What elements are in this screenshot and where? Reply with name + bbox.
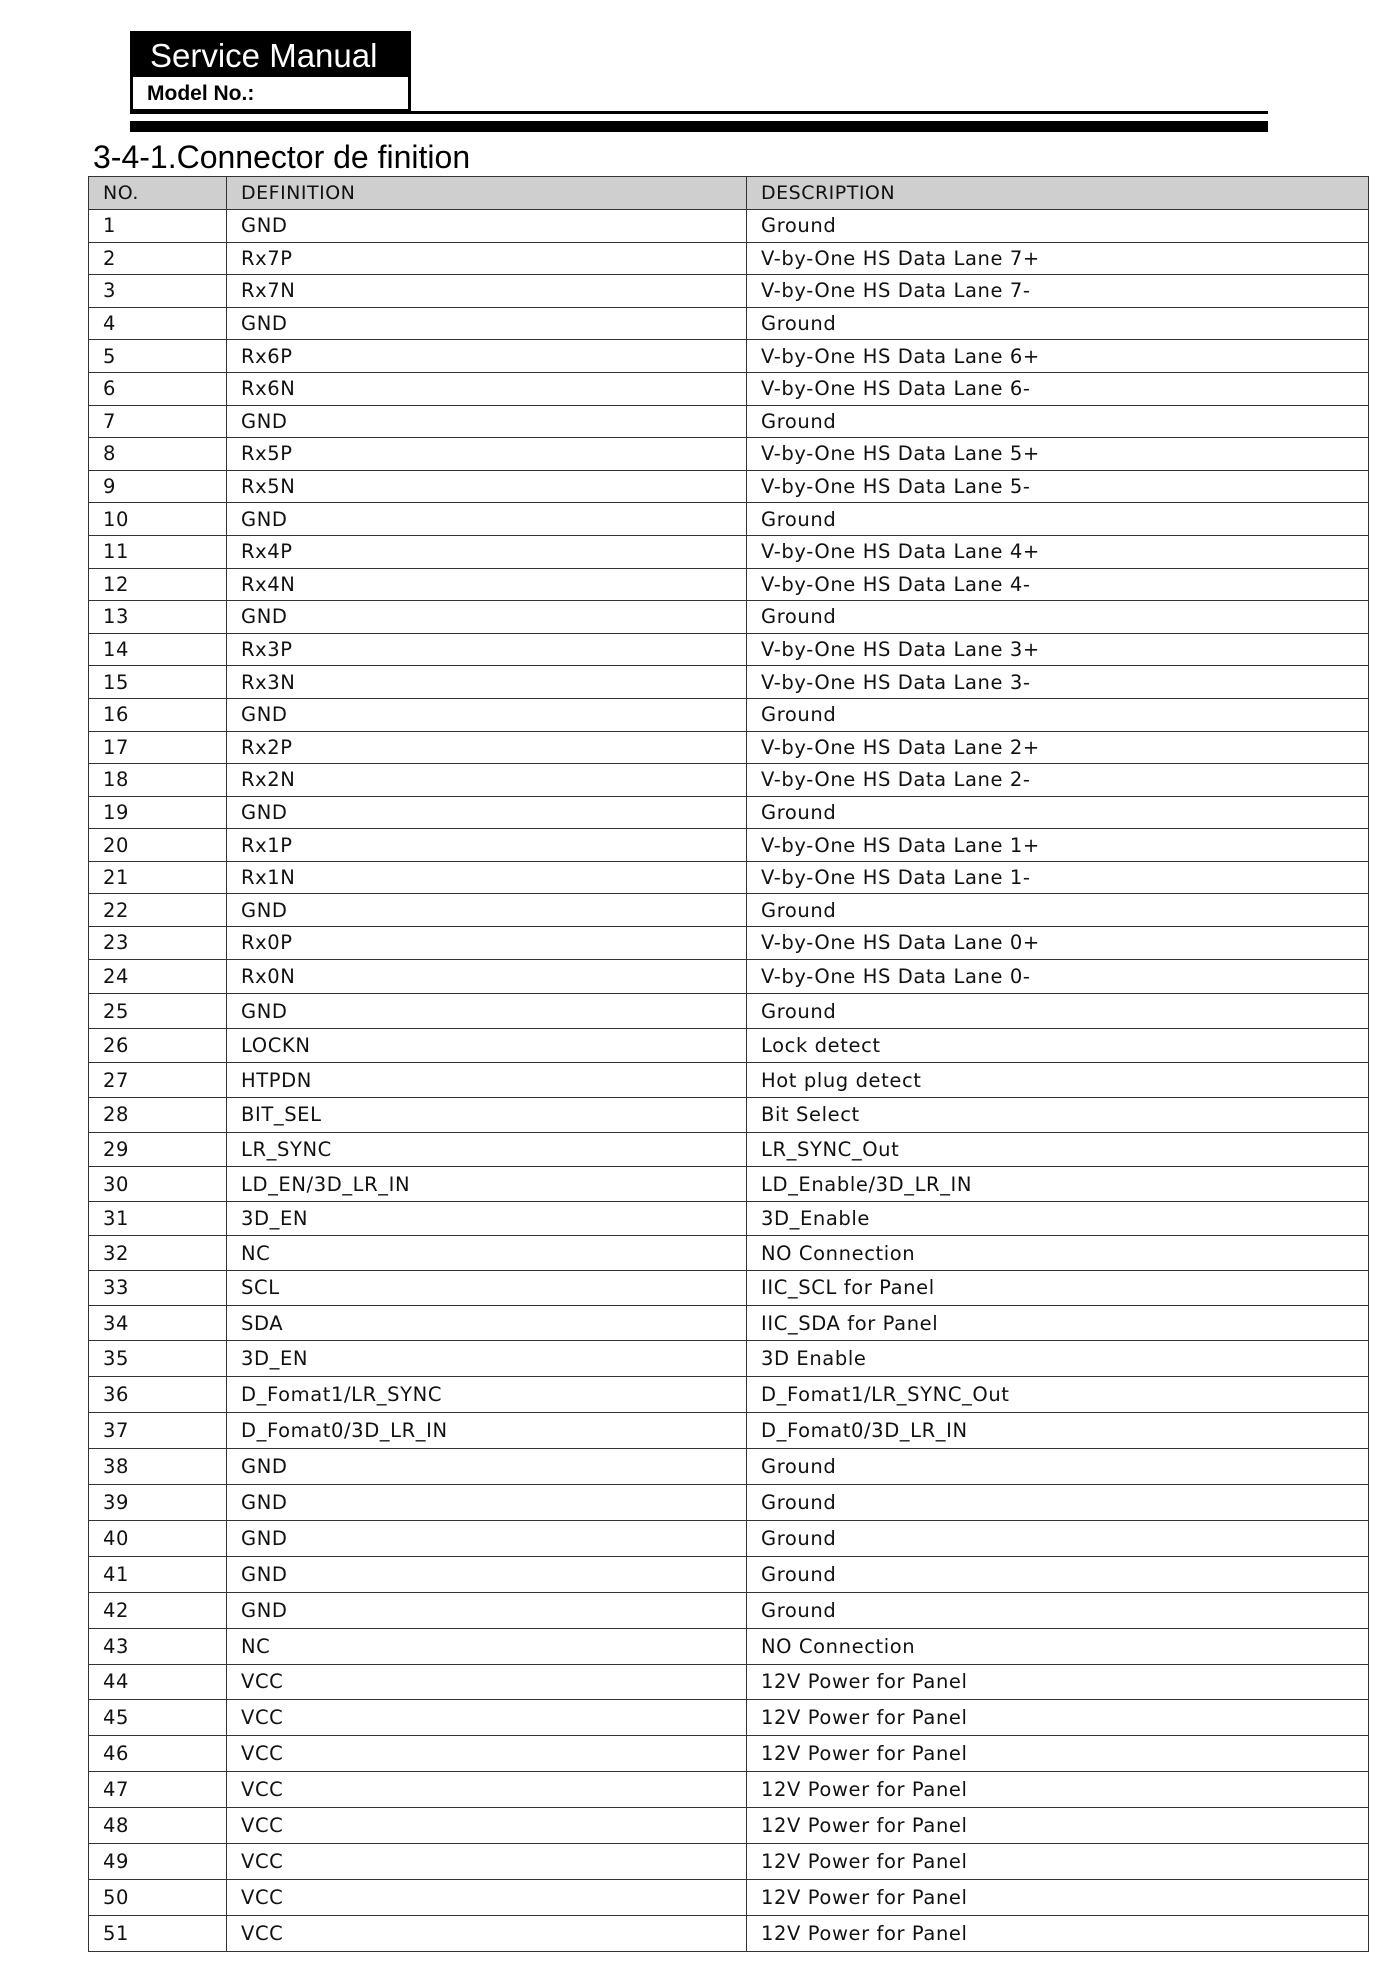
pin-description-cell: V-by-One HS Data Lane 2- <box>747 764 1369 797</box>
pin-number-cell: 50 <box>89 1879 227 1915</box>
pin-definition-cell: Rx0P <box>227 927 747 960</box>
table-row <box>89 1879 1369 1915</box>
table-row <box>89 959 1369 994</box>
pin-definition-cell: GND <box>227 894 747 927</box>
pin-number-cell: 16 <box>89 698 227 731</box>
pin-definition-cell: Rx6P <box>227 340 747 373</box>
pin-description-cell: V-by-One HS Data Lane 1- <box>747 861 1369 894</box>
pin-number-cell: 4 <box>89 307 227 340</box>
pin-number-cell: 21 <box>89 861 227 894</box>
table-row <box>89 1736 1369 1772</box>
pin-number-cell: 8 <box>89 438 227 471</box>
pin-number-cell: 49 <box>89 1843 227 1879</box>
pin-number-cell: 12 <box>89 568 227 601</box>
pin-definition-cell: Rx2N <box>227 764 747 797</box>
pin-number-cell: 44 <box>89 1664 227 1700</box>
pin-definition-cell: SDA <box>227 1305 747 1341</box>
pin-description-cell: V-by-One HS Data Lane 3+ <box>747 633 1369 666</box>
header-box <box>130 31 411 111</box>
table-row <box>89 1028 1369 1063</box>
pin-number-cell: 37 <box>89 1413 227 1449</box>
table-row <box>89 1063 1369 1098</box>
pin-number-cell: 22 <box>89 894 227 927</box>
pin-definition-cell: VCC <box>227 1700 747 1736</box>
pin-number-cell: 27 <box>89 1063 227 1098</box>
table-row <box>89 1132 1369 1167</box>
pin-number-cell: 13 <box>89 601 227 634</box>
table-row <box>89 1271 1369 1306</box>
pin-description-cell: IIC_SCL for Panel <box>747 1271 1369 1306</box>
pin-definition-cell: Rx7P <box>227 242 747 275</box>
pin-description-cell: Bit Select <box>747 1098 1369 1133</box>
pin-description-cell: Ground <box>747 1485 1369 1521</box>
table-row <box>89 275 1369 308</box>
pin-description-cell: V-by-One HS Data Lane 0- <box>747 959 1369 994</box>
table-row <box>89 1341 1369 1377</box>
pin-definition-cell: SCL <box>227 1271 747 1306</box>
pin-definition-cell: Rx7N <box>227 275 747 308</box>
pin-definition-cell: D_Fomat0/3D_LR_IN <box>227 1413 747 1449</box>
pin-description-cell: IIC_SDA for Panel <box>747 1305 1369 1341</box>
pin-definition-cell: VCC <box>227 1772 747 1808</box>
table-row <box>89 405 1369 438</box>
pin-definition-cell: GND <box>227 1592 747 1628</box>
pin-definition-cell: LD_EN/3D_LR_IN <box>227 1167 747 1202</box>
pin-number-cell: 5 <box>89 340 227 373</box>
pin-number-cell: 33 <box>89 1271 227 1306</box>
table-row <box>89 1772 1369 1808</box>
pin-number-cell: 10 <box>89 503 227 536</box>
pin-description-cell: 12V Power for Panel <box>747 1843 1369 1879</box>
pin-number-cell: 7 <box>89 405 227 438</box>
pin-number-cell: 25 <box>89 994 227 1029</box>
header-rule-thin <box>130 111 1268 114</box>
pin-definition-cell: Rx3N <box>227 666 747 699</box>
pin-description-cell: LR_SYNC_Out <box>747 1132 1369 1167</box>
table-body <box>89 210 1369 1952</box>
table-row <box>89 470 1369 503</box>
pin-description-cell: V-by-One HS Data Lane 4+ <box>747 535 1369 568</box>
pin-definition-cell: NC <box>227 1628 747 1664</box>
pin-number-cell: 39 <box>89 1485 227 1521</box>
model-number-label: Model No.: <box>133 77 408 109</box>
pin-description-cell: V-by-One HS Data Lane 3- <box>747 666 1369 699</box>
pin-definition-cell: GND <box>227 307 747 340</box>
manual-title: Service Manual <box>133 34 408 77</box>
pin-description-cell: Ground <box>747 307 1369 340</box>
pin-number-cell: 2 <box>89 242 227 275</box>
pin-description-cell: Ground <box>747 698 1369 731</box>
table-row <box>89 666 1369 699</box>
table-row <box>89 894 1369 927</box>
pin-description-cell: 3D_Enable <box>747 1201 1369 1236</box>
pin-number-cell: 9 <box>89 470 227 503</box>
pin-description-cell: D_Fomat1/LR_SYNC_Out <box>747 1377 1369 1413</box>
pin-definition-cell: 3D_EN <box>227 1201 747 1236</box>
table-row <box>89 1201 1369 1236</box>
pin-definition-cell: GND <box>227 1485 747 1521</box>
pin-description-cell: NO Connection <box>747 1628 1369 1664</box>
pin-number-cell: 17 <box>89 731 227 764</box>
pin-number-cell: 32 <box>89 1236 227 1271</box>
table-row <box>89 503 1369 536</box>
pin-number-cell: 15 <box>89 666 227 699</box>
pin-definition-cell: Rx6N <box>227 372 747 405</box>
pin-definition-cell: VCC <box>227 1843 747 1879</box>
pin-description-cell: Ground <box>747 405 1369 438</box>
pin-number-cell: 19 <box>89 796 227 829</box>
table-row <box>89 796 1369 829</box>
pin-number-cell: 30 <box>89 1167 227 1202</box>
table-row <box>89 535 1369 568</box>
pin-number-cell: 14 <box>89 633 227 666</box>
pin-description-cell: Ground <box>747 796 1369 829</box>
pin-number-cell: 20 <box>89 829 227 862</box>
table-row <box>89 1808 1369 1844</box>
pin-description-cell: Ground <box>747 1520 1369 1556</box>
pin-number-cell: 34 <box>89 1305 227 1341</box>
pin-definition-cell: Rx5P <box>227 438 747 471</box>
pin-description-cell: NO Connection <box>747 1236 1369 1271</box>
table-row <box>89 764 1369 797</box>
pin-description-cell: V-by-One HS Data Lane 2+ <box>747 731 1369 764</box>
pin-description-cell: Ground <box>747 210 1369 243</box>
pin-description-cell: V-by-One HS Data Lane 0+ <box>747 927 1369 960</box>
pin-number-cell: 28 <box>89 1098 227 1133</box>
pin-description-cell: 12V Power for Panel <box>747 1700 1369 1736</box>
pin-description-cell: LD_Enable/3D_LR_IN <box>747 1167 1369 1202</box>
pin-definition-cell: D_Fomat1/LR_SYNC <box>227 1377 747 1413</box>
table-row <box>89 1449 1369 1485</box>
pin-number-cell: 36 <box>89 1377 227 1413</box>
pin-number-cell: 45 <box>89 1700 227 1736</box>
table-row <box>89 340 1369 373</box>
pin-description-cell: Hot plug detect <box>747 1063 1369 1098</box>
pin-description-cell: Ground <box>747 994 1369 1029</box>
pin-definition-cell: 3D_EN <box>227 1341 747 1377</box>
pin-definition-cell: GND <box>227 601 747 634</box>
pin-description-cell: 12V Power for Panel <box>747 1808 1369 1844</box>
table-row <box>89 1413 1369 1449</box>
pin-definition-cell: GND <box>227 1449 747 1485</box>
pin-definition-cell: Rx1P <box>227 829 747 862</box>
pin-description-cell: Ground <box>747 1556 1369 1592</box>
pin-number-cell: 35 <box>89 1341 227 1377</box>
pin-definition-cell: VCC <box>227 1915 747 1951</box>
pin-definition-cell: Rx3P <box>227 633 747 666</box>
pin-description-cell: Ground <box>747 503 1369 536</box>
pin-description-cell: V-by-One HS Data Lane 6- <box>747 372 1369 405</box>
pin-definition-cell: GND <box>227 503 747 536</box>
pin-number-cell: 31 <box>89 1201 227 1236</box>
pin-number-cell: 42 <box>89 1592 227 1628</box>
column-header-definition: DEFINITION <box>227 177 747 210</box>
table-row <box>89 1592 1369 1628</box>
pin-description-cell: V-by-One HS Data Lane 5- <box>747 470 1369 503</box>
table-row <box>89 698 1369 731</box>
table-row <box>89 994 1369 1029</box>
pin-definition-cell: VCC <box>227 1808 747 1844</box>
pin-definition-cell: HTPDN <box>227 1063 747 1098</box>
table-row <box>89 1700 1369 1736</box>
pin-number-cell: 26 <box>89 1028 227 1063</box>
pin-number-cell: 46 <box>89 1736 227 1772</box>
table-row <box>89 1377 1369 1413</box>
table-row <box>89 1098 1369 1133</box>
pin-number-cell: 3 <box>89 275 227 308</box>
table-row <box>89 210 1369 243</box>
pin-definition-cell: GND <box>227 698 747 731</box>
pin-description-cell: V-by-One HS Data Lane 7- <box>747 275 1369 308</box>
pin-number-cell: 29 <box>89 1132 227 1167</box>
table-row <box>89 1305 1369 1341</box>
pin-definition-cell: Rx5N <box>227 470 747 503</box>
pin-definition-cell: LR_SYNC <box>227 1132 747 1167</box>
pin-description-cell: 12V Power for Panel <box>747 1879 1369 1915</box>
pin-definition-cell: NC <box>227 1236 747 1271</box>
pin-description-cell: V-by-One HS Data Lane 6+ <box>747 340 1369 373</box>
pin-definition-cell: Rx1N <box>227 861 747 894</box>
pin-definition-cell: VCC <box>227 1879 747 1915</box>
table-row <box>89 1236 1369 1271</box>
table-row <box>89 1843 1369 1879</box>
pin-definition-cell: GND <box>227 1520 747 1556</box>
pin-description-cell: V-by-One HS Data Lane 5+ <box>747 438 1369 471</box>
pin-number-cell: 41 <box>89 1556 227 1592</box>
pin-number-cell: 51 <box>89 1915 227 1951</box>
pin-description-cell: V-by-One HS Data Lane 7+ <box>747 242 1369 275</box>
table-row <box>89 1167 1369 1202</box>
pin-definition-cell: GND <box>227 1556 747 1592</box>
column-header-no: NO. <box>89 177 227 210</box>
table-row <box>89 1556 1369 1592</box>
table-row <box>89 927 1369 960</box>
pin-description-cell: Ground <box>747 1592 1369 1628</box>
pin-description-cell: 3D Enable <box>747 1341 1369 1377</box>
pin-description-cell: Ground <box>747 601 1369 634</box>
pin-definition-cell: VCC <box>227 1736 747 1772</box>
pin-definition-cell: Rx4N <box>227 568 747 601</box>
pin-definition-cell: GND <box>227 405 747 438</box>
pin-description-cell: V-by-One HS Data Lane 4- <box>747 568 1369 601</box>
pin-definition-cell: Rx0N <box>227 959 747 994</box>
table-row <box>89 633 1369 666</box>
pin-description-cell: 12V Power for Panel <box>747 1772 1369 1808</box>
pin-description-cell: 12V Power for Panel <box>747 1915 1369 1951</box>
table-row <box>89 372 1369 405</box>
pin-description-cell: Lock detect <box>747 1028 1369 1063</box>
table-row <box>89 242 1369 275</box>
pin-description-cell: Ground <box>747 894 1369 927</box>
pin-definition-cell: Rx4P <box>227 535 747 568</box>
pin-number-cell: 23 <box>89 927 227 960</box>
pin-description-cell: D_Fomat0/3D_LR_IN <box>747 1413 1369 1449</box>
pin-definition-cell: GND <box>227 796 747 829</box>
pin-definition-cell: BIT_SEL <box>227 1098 747 1133</box>
pin-definition-cell: GND <box>227 994 747 1029</box>
pin-number-cell: 24 <box>89 959 227 994</box>
table-header-row <box>89 177 1369 210</box>
pin-number-cell: 18 <box>89 764 227 797</box>
pin-number-cell: 48 <box>89 1808 227 1844</box>
table-row <box>89 1485 1369 1521</box>
pin-number-cell: 43 <box>89 1628 227 1664</box>
pin-description-cell: 12V Power for Panel <box>747 1736 1369 1772</box>
pin-number-cell: 38 <box>89 1449 227 1485</box>
pin-number-cell: 47 <box>89 1772 227 1808</box>
table-row <box>89 731 1369 764</box>
table-row <box>89 1628 1369 1664</box>
pin-description-cell: Ground <box>747 1449 1369 1485</box>
pin-number-cell: 40 <box>89 1520 227 1556</box>
pin-description-cell: 12V Power for Panel <box>747 1664 1369 1700</box>
table-row <box>89 1915 1369 1951</box>
pin-number-cell: 6 <box>89 372 227 405</box>
pin-description-cell: V-by-One HS Data Lane 1+ <box>747 829 1369 862</box>
table-row <box>89 1664 1369 1700</box>
pin-number-cell: 1 <box>89 210 227 243</box>
pin-definition-cell: GND <box>227 210 747 243</box>
table-row <box>89 307 1369 340</box>
header-rule-thick <box>130 121 1268 132</box>
pin-definition-cell: Rx2P <box>227 731 747 764</box>
connector-pin-table <box>88 176 1369 1952</box>
table-row <box>89 438 1369 471</box>
table-row <box>89 829 1369 862</box>
pin-definition-cell: LOCKN <box>227 1028 747 1063</box>
table-row <box>89 568 1369 601</box>
column-header-description: DESCRIPTION <box>747 177 1369 210</box>
pin-definition-cell: VCC <box>227 1664 747 1700</box>
section-title: 3-4-1.Connector de finition <box>93 139 471 175</box>
pin-number-cell: 11 <box>89 535 227 568</box>
table-row <box>89 1520 1369 1556</box>
table-row <box>89 601 1369 634</box>
table-row <box>89 861 1369 894</box>
